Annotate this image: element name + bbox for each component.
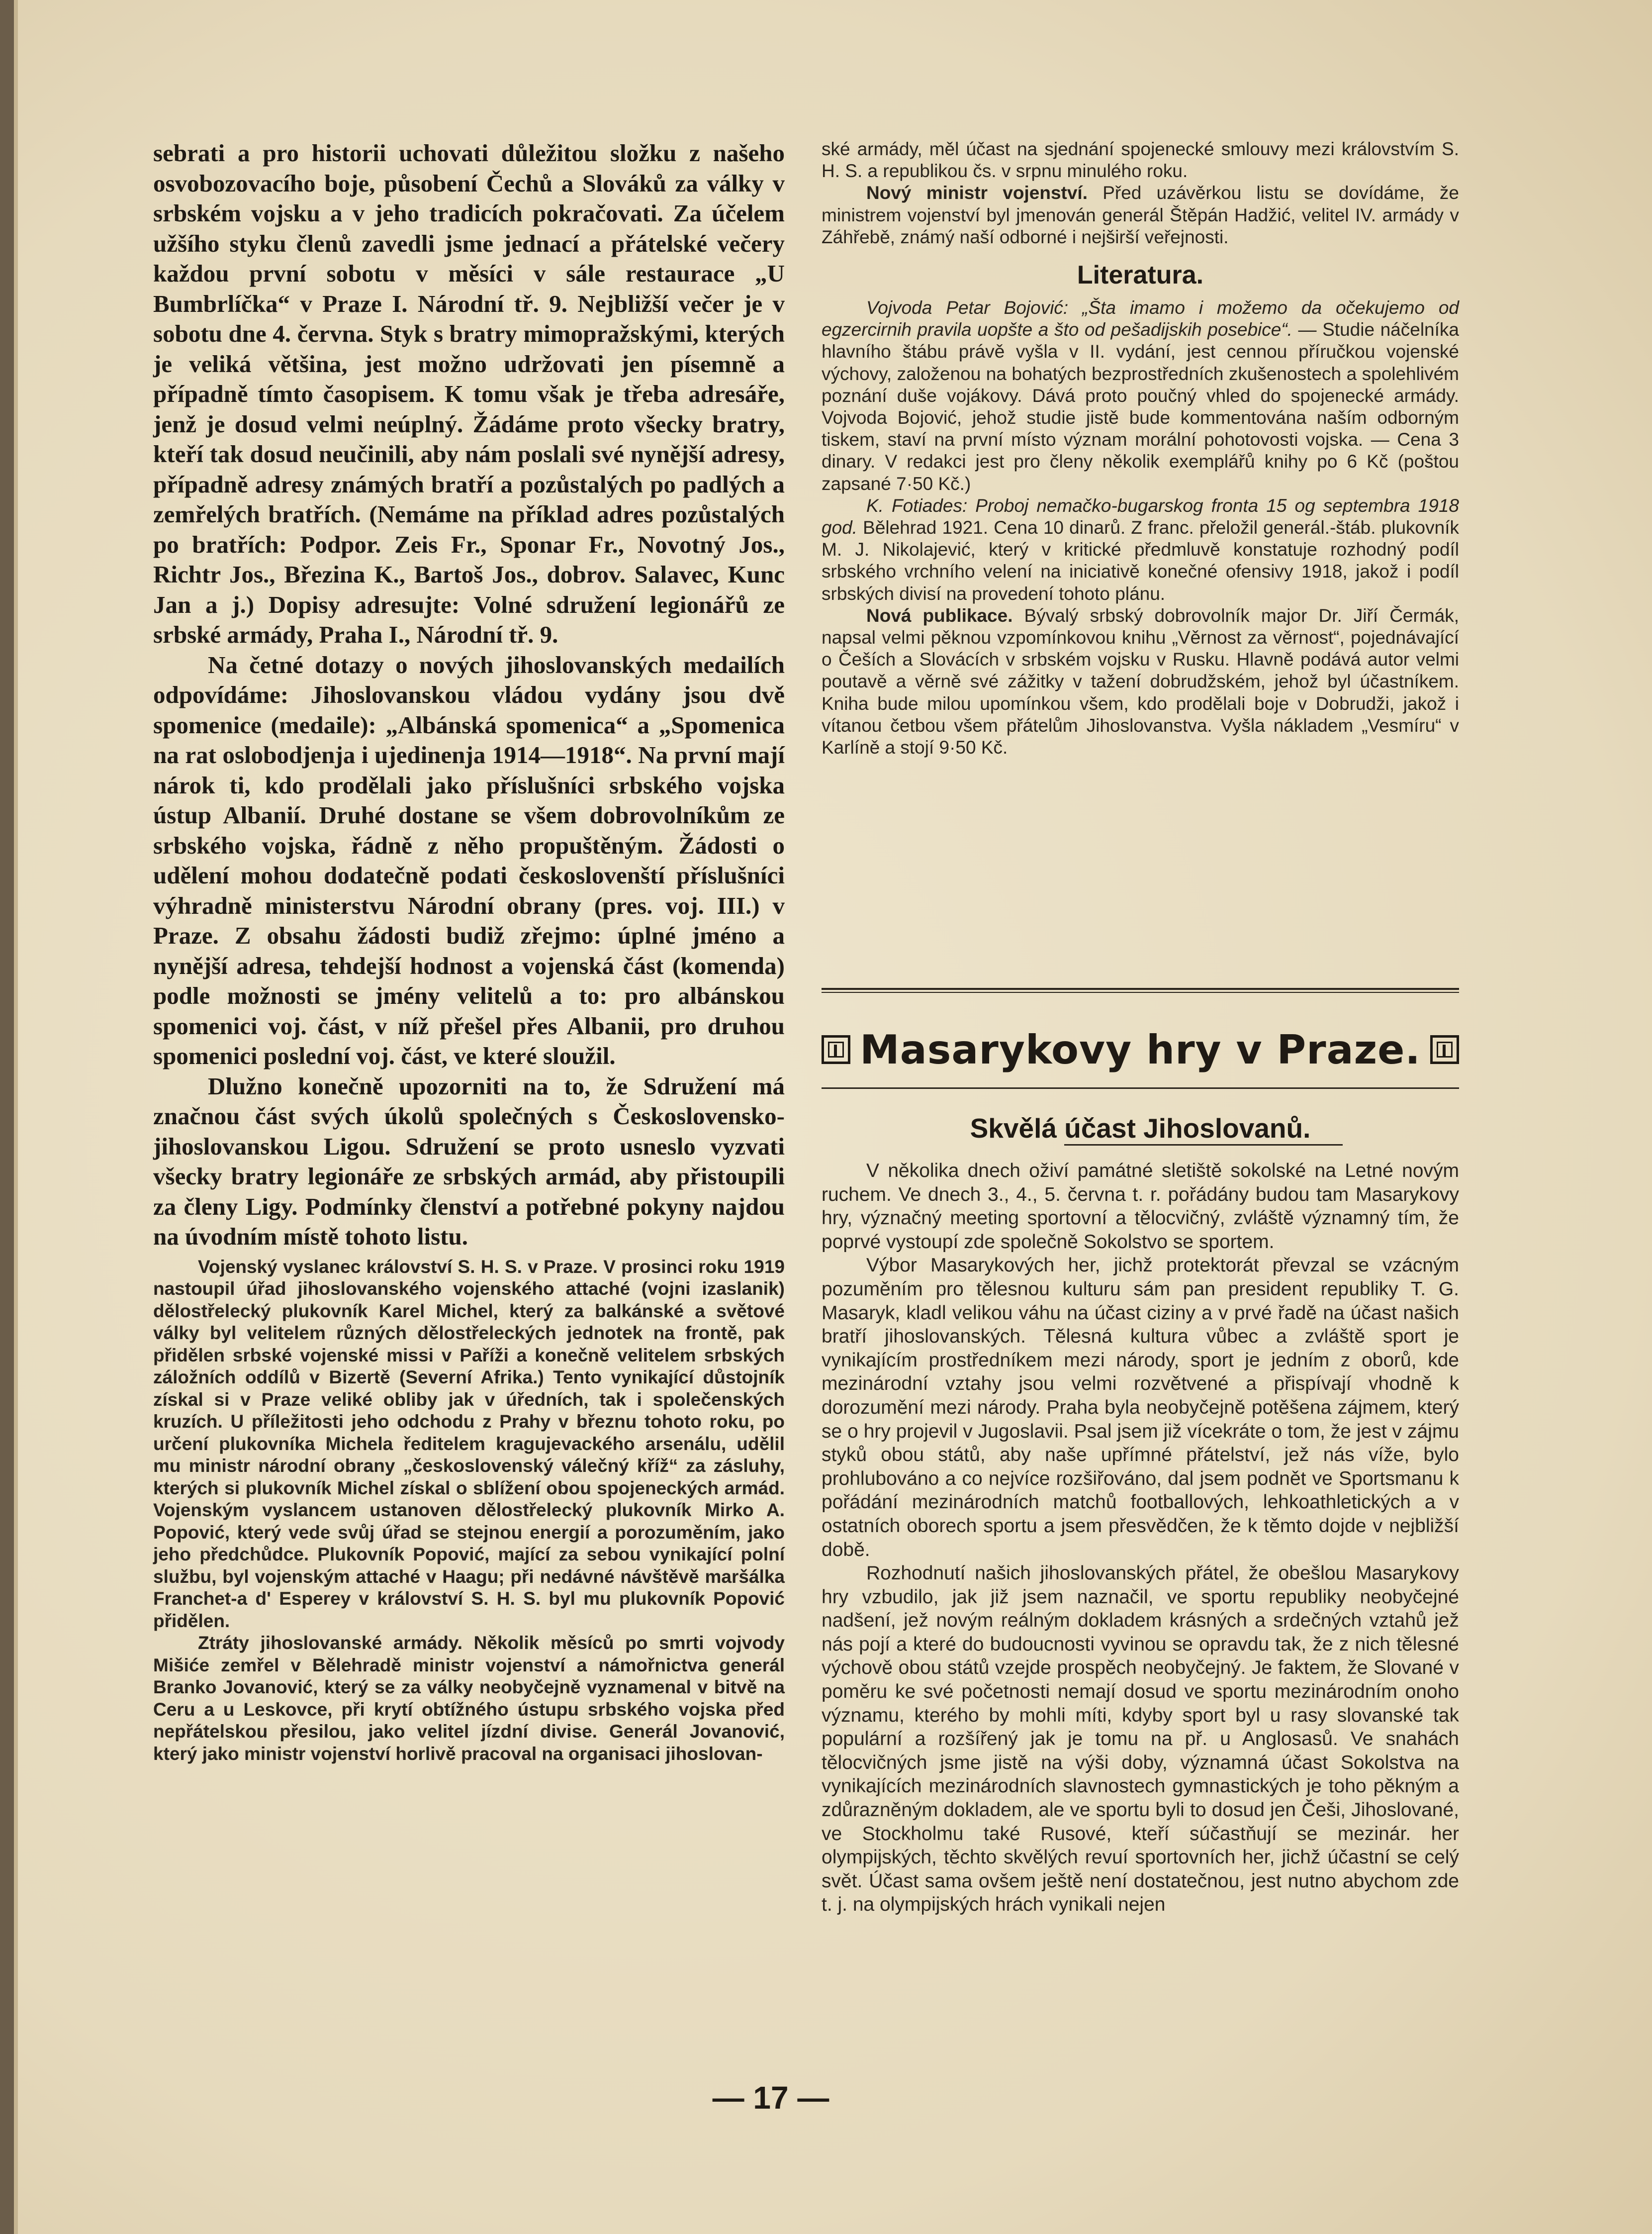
paragraph-letna: V několika dnech oživí památné sletiště sokolské na Letné novým ruchem. Ve dnech 3., 4., 5. června t. r. pořádány budou tam Masarykovy hry, význačný meeting sportovní a tělocvičný, zvláště významný tím, že poprvé vystoupí zde společně Sokolstvo se sportem. [822,1160,1459,1253]
right-news-text [822,138,1459,248]
paragraph-new-minister [822,182,1459,248]
text-new-publication: Bývalý srbský dobrovolník major Dr. Jiří Čermák, napsal velmi pěknou vzpomínkovou knihu „Věrnost za věrnost“, pojednávající o Češích a Slovácích v srbském vojsku v Rusku. Hlavně podává autor velmi poutavě a věrně své zážitky v tažení dobrudžském, jehož byl účastníkem. Kniha bude milou upomínkou všem, kdo prodělali boje v Dobrudži, jakož i vítanou četbou všem přátelům Jihoslovanstva. Vyšla nákladem „Vesmíru“ v Karlíně a stojí 9·50 Kč. [822,605,1459,758]
text-fotiades: Bělehrad 1921. Cena 10 dinarů. Z franc. přeložil generál.-štáb. plukovník M. J. Nikolajević, který v kritické předmluvě konstatuje rozhodný podíl srbského vrchního velení na iniciativě konečné ofensivy 1918, jakož i podíl srbských divisí na provedení tohoto plánu. [822,517,1459,604]
sokol-emblem-icon [822,1035,850,1064]
paragraph-alliance: ské armády, měl účast na sjednání spojenecké smlouvy mezi královstvím S. H. S. a republikou čs. v srpnu minulého roku. [822,139,1459,182]
paragraph-committee: Výbor Masarykových her, jichž protektorát převzal se vzácným pozuměním pro tělesnou kulturu sám pan president republiky T. G. Masaryk, kladl velikou váhu na účast ciziny a v prvé řadě na účast našich bratří jihoslovanských. Tělesná kultura vůbec a zvláště sport je vynikajícím prostředníkem mezi národy, sport je jedním z oborů, kde mezinárodní vztahy jsou velmi rozvětvené a přispívají vhodně k dorozumění mezi národy. Praha byla neobyčejně potěšena zájmem, který se o hry projevil v Jugoslavii. Psal jsem již vícekráte o tom, že jest v zájmu styků obou států, aby naše upřímné přátelství, jež nás víže, bylo prohlubováno a co nejvíce rozšiřováno, dal jsem podnět ve Sportsmanu k pořádání mezinárodních matchů footballových, lehkoathletických a v ostatních oborech sportu a jsem přesvědčen, že k těmto dojde v nejbližší době. [822,1255,1459,1560]
binding-edge [0,0,14,2234]
literature-heading: Literatura. [1077,261,1204,290]
divider-top [822,988,1459,990]
lead-new-publication: Nová publikace. [866,605,1013,626]
text-new-minister: Před uzávěrkou listu se dovídáme, že ministrem vojenství byl jmenován generál Štěpán Hadžić, velitel IV. armády v Záhřebě, známý naší odborné i nejširší veřejnosti. [822,183,1459,247]
paragraph-league: Dlužno konečně upozorniti na to, že Sdružení má značnou část svých úkolů společných s Československo-jihoslovanskou Ligou. Sdružení se proto usneslo vyzvati všecky bratry legionáře ze srbských armád, aby přistoupili za členy Ligy. Podmínky členství a potřebné pokyny najdou na úvodním místě tohoto listu. [153,1072,785,1250]
page-number: — 17 — [712,2080,829,2116]
subheading-underline [1064,1144,1343,1146]
lead-army-losses: Ztráty jihoslovanské armády. [198,1633,463,1653]
title-fotiades: K. Fotiades: Proboj nemačko-bugarskog fronta 15 og septembra 1918 god. [822,495,1459,538]
right-column-top [822,138,1459,759]
text-bojovic: — Studie náčelníka hlavního štábu právě vyšla v II. vydání, jest cennou příručkou vojenské výchovy, založenou na bohatých bezprostředních zkušenostech a spolehlivém poznání duše vojákovy. Dává proto poučný vhled do spojenecké armády. Vojvoda Bojović, jehož studie jistě bude kommentována naším odborným tiskem, staví na první místo význam morální pohotovosti vojska. — Cena 3 dinary. V redakci jest pro členy několik exemplářů knihy po 6 Kč (poštou zapsané 7·50 Kč.) [822,319,1459,494]
title-bojovic: Vojvoda Petar Bojović: „Šta imamo i možemo da očekujemo od egzercirnih pravila uopšte a što od pešadijskih posebice“. [822,297,1459,340]
text-army-losses: Několik měsíců po smrti vojvody Mišiće zemřel v Bělehradě ministr vojenství a námořnictva generál Branko Jovanović, který se za války neobyčejně vyznamenal v bitvě na Ceru a u Leskovce, při krytí obtížného ústupu srbského vojska před nepřátelskou přesilou, jako velitel jízdní divise. Generál Jovanović, který jako ministr vojenství horlivě pracoval na organisaci jihoslovan- [153,1633,785,1764]
sokol-emblem-icon [1430,1035,1459,1064]
paragraph-bojovic [822,297,1459,495]
left-large-text [153,138,785,1252]
text-military-envoy: V prosinci roku 1919 nastoupil úřad jihoslovanského vojenského attaché (vojni izaslanik) dělostřelecký plukovník Karel Michel, který za balkánské a světové války byl velitelem různých dělostřeleckých jednotek na frontě, pak přidělen srbské vojenské missi v Paříži a konečně velitelem srbských záložních oddílů v Bizertě (Severní Afrika.) Tento vynikající důstojník získal si v Praze veliké obliby jak v úředních, tak i společenských kruzích. U příležitosti jeho odchodu z Prahy v březnu tohoto roku, po určení plukovníka Michela ředitelem kragujevackého arsenálu, udělil mu ministr národní obrany „československý válečný kříž“ za zásluhy, kterých si plukovník Michel získal o sblížení obou spojeneckých armád. Vojenským vyslancem ustanoven dělostřelecký plukovník Mirko A. Popović, který vede svůj úřad se stejnou energií a porozuměním, jako jeho předchůdce. Plukovník Popović, mající za sebou vynikající polní službu, byl vojenským attaché v Haagu; při nedávné návštěvě maršálka Franchet-a d' Esperey v království S. H. S. byl mu plukovník Popović přidělen. [153,1256,785,1631]
paragraph-new-publication [822,605,1459,759]
masaryk-games-banner [822,1020,1459,1079]
paragraph-associations: sebrati a pro historii uchovati důležitou složku z našeho osvobozovacího boje, působení Čechů a Slováků za války v srbském vojsku a v jeho tradicích pokračovati. Za účelem užšího styku členů zavedli jsme jednací a přátelské večery každou první sobotu v měsíci v sále restaurace „U Bumbrlíčka“ v Praze I. Národní tř. 9. Nejbližší večer je v sobotu dne 4. června. Styk s bratry mimopražskými, kterých je veliká většina, jest možno udržovati jen písemně a případně tímto časopisem. K tomu však je třeba adresáře, jenž je dosud velmi neúplný. Žádáme proto všecky bratry, kteří tak dosud neučinili, aby nám poslali své nynější adresy, případně adresy známých bratří a pozůstalých po padlých a zemřelých bratřích. (Nemáme na příklad adres pozůstalých po bratřích: Podpor. Zeis Fr., Sponar Fr., Novotný Jos., Richtr Jos., Březina K., Bartoš Jos., dobrov. Salavec, Kunc Jan a j.) Dopisy adresujte: Volné sdružení legionářů ze srbské armády, Praha I., Národní tř. 9. [153,139,785,648]
binding-edge-highlight [14,0,18,2234]
divider-top-thin [822,992,1459,993]
masaryk-games-article [822,1159,1459,1917]
lead-new-minister: Nový ministr vojenství. [866,183,1088,203]
article-text [822,1159,1459,1917]
literature-text [822,297,1459,759]
lead-military-envoy: Vojenský vyslanec království S. H. S. v Praze. [198,1256,598,1277]
paragraph-decision: Rozhodnutí našich jihoslovanských přátel, že obešlou Masarykovy hry vzbudilo, jak již jsem naznačil, ve sportu republiky neobyčejné nadšení, jež novým reálným dokladem krásných a srdečných vztahů jež nás pojí a které do budoucnosti vyvinou se opravdu tak, že z nich tělesné výchově obou států vzejde prospěch neobyčejný. Je faktem, že Slované v poměru ke své početnosti nemají dosud ve sportu mezinárodním onoho významu, kterého by mohli míti, kdyby sport byl u rasy slovanské tak populární a rozšířený jak je tomu na př. u Anglosasů. Ve snahách tělocvičných jsme jistě na výši doby, významná účast Sokolstva na vynikajících mezinárodních slavnostech gymnastických je toho pěkným a zdůrazněným dokladem, ale ve sportu byli to dosud jen Češi, Jihoslované, ve Stockholmu také Rusové, kteří súčastňují se mezinár. her olympijských, těchto skvělých revuí sportovních her, jichž účastní se celý svět. Účast sama ovšem ještě není dostatečnou, jest nutno abychom zde t. j. na olympijských hrách vynikali nejen [822,1562,1459,1916]
banner-title: Masarykovy hry v Praze. [860,1026,1421,1073]
left-small-text [153,1256,785,1765]
paragraph-fotiades [822,495,1459,605]
left-column [153,138,785,1765]
paragraph-medals: Na četné dotazy o nových jihoslovanských medailích odpovídáme: Jihoslovanskou vládou vydány jsou dvě spomenice (medaile): „Albánská spomenica“ a „Spomenica na rat oslobodjenja i ujedinenja 1914—1918“. Na první mají nárok ti, kdo prodělali jako příslušníci srbského vojska ústup Albanií. Druhé dostane se všem dobrovolníkům ze srbského vojska, řádně z něho propuštěným. Žádosti o udělení mohou dodatečně podati českoslovenští příslušníci výhradně ministerstvu Národní obrany (pres. voj. III.) v Praze. Z obsahu žádosti budiž zřejmo: úplné jméno a nynější adresa, tehdejší hodnost a vojenská část (komenda) podle možnosti se jmény velitelů a to: pro albánskou spomenici voj. část, v níž přešel přes Albanii, pro druhou spomenici poslední voj. část, ve které sloužil. [153,651,785,1069]
divider-under-banner [822,1087,1459,1089]
paragraph-military-envoy [153,1256,785,1633]
article-subheading: Skvělá účast Jihoslovanů. [970,1113,1311,1144]
paragraph-army-losses [153,1632,785,1765]
